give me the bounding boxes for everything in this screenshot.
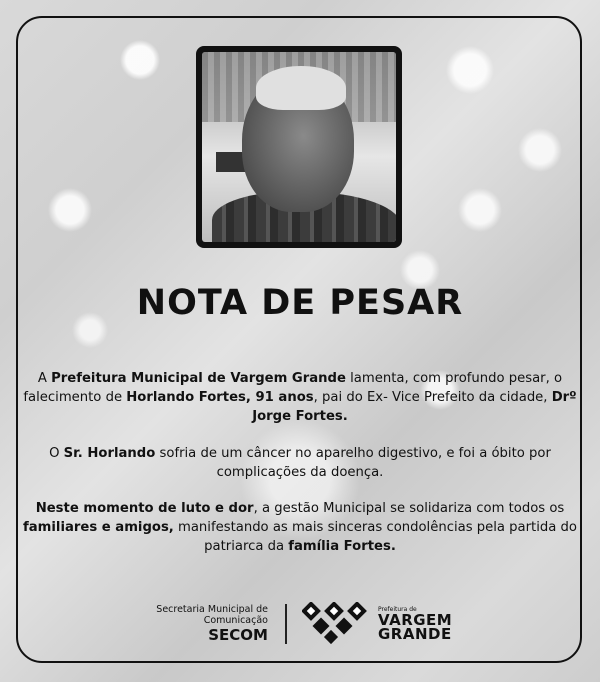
condolences-paragraph: Neste momento de luto e dor, a gestão Municipal se solidariza com todos os familiares e amigos, manifestando as mais sinceras condolências pela partida do patriarca da família Fortes. bbox=[23, 501, 577, 554]
secom-logo: Secretaria Municipal de Comunicação SECOM bbox=[156, 604, 268, 644]
prefeitura-logo-icon bbox=[302, 602, 372, 646]
prefeitura-logo-text: Prefeitura de VARGEM GRANDE bbox=[378, 606, 453, 643]
portrait-photo bbox=[196, 46, 402, 248]
footer-divider bbox=[285, 604, 287, 644]
portrait-image bbox=[202, 52, 396, 242]
footer-logos bbox=[0, 600, 600, 650]
page-title: NOTA DE PESAR bbox=[136, 283, 464, 323]
announcement-paragraph: A Prefeitura Municipal de Vargem Grande lamenta, com profundo pesar, o falecimento de Horlando Fortes, 91 anos, pai do Ex- Vice Prefeito da cidade, Drº Jorge Fortes. bbox=[23, 371, 577, 424]
cause-paragraph: O Sr. Horlando sofria de um câncer no aparelho digestivo, e foi a óbito por complicações da doença. bbox=[49, 446, 551, 480]
